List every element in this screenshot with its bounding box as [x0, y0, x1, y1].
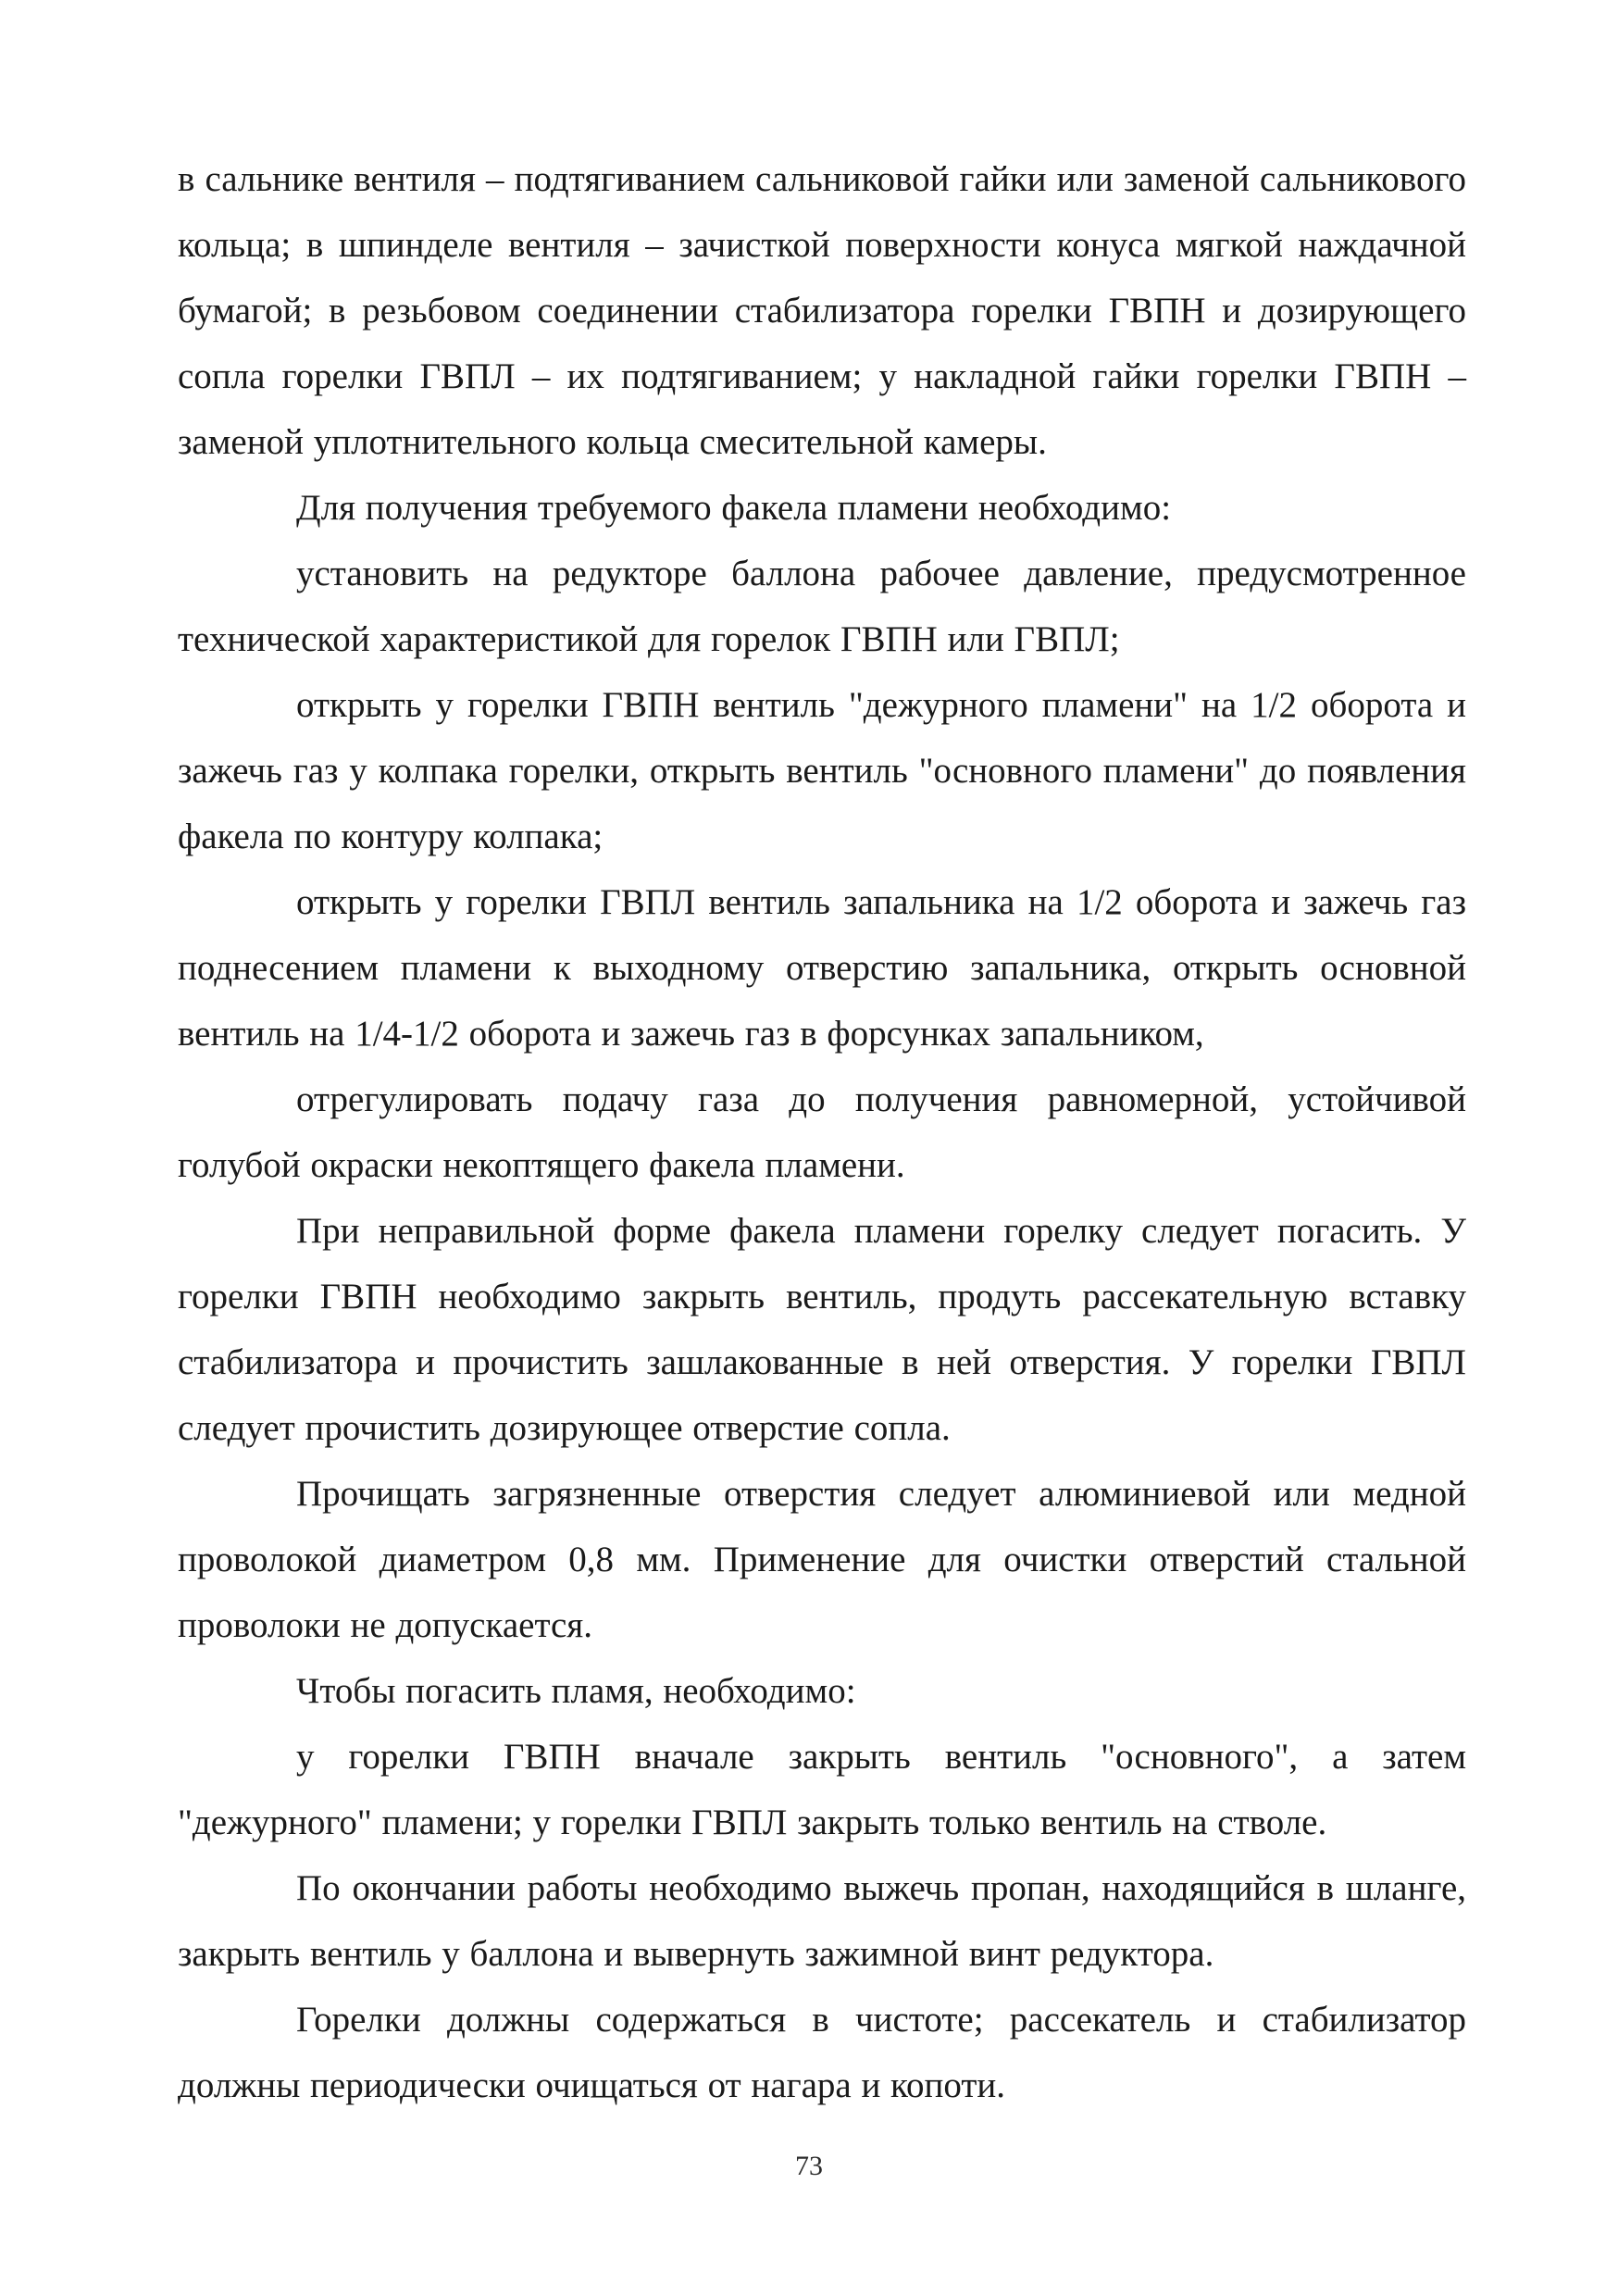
paragraph-gvpl-ignition: открыть у горелки ГВПЛ вентиль запальника на 1/2 оборота и зажечь газ поднесением пламени к выходному отверстию запальника, открыть основной вентиль на 1/4-1/2 оборота и зажечь газ в форсунках запальником, — [178, 882, 1466, 1054]
paragraph-extinguish-intro: Чтобы погасить пламя, необходимо: — [296, 1671, 856, 1711]
paragraph-end-of-work: По окончании работы необходимо выжечь пропан, находящийся в шланге, закрыть вентиль у баллона и вывернуть зажимной винт редуктора. — [178, 1868, 1466, 1974]
paragraph-wrong-flame: При неправильной форме факела пламени горелку следует погасить. У горелки ГВПН необходимо закрыть вентиль, продуть рассекательную вставку стабилизатора и прочистить зашлакованные в ней отверстия. У горелки ГВПЛ следует прочистить дозирующее отверстие сопла. — [178, 1211, 1466, 1448]
paragraph-gland-seal: в сальнике вентиля – подтягиванием сальниковой гайки или заменой сальникового кольца; в шпинделе вентиля – зачисткой поверхности конуса мягкой наждачной бумагой; в резьбовом соединении стабилизатора горелки ГВПН и дозирующего сопла горелки ГВПЛ – их подтягиванием; у накладной гайки горелки ГВПН – заменой уплотнительного кольца смесительной камеры. — [178, 159, 1466, 462]
paragraph-extinguish-steps: у горелки ГВПН вначале закрыть вентиль "основного", а затем "дежурного" пламени; у горелки ГВПЛ закрыть только вентиль на стволе. — [178, 1737, 1466, 1842]
page-number: 73 — [795, 2151, 823, 2181]
body-text — [178, 146, 1466, 2118]
paragraph-keep-clean: Горелки должны содержаться в чистоте; рассекатель и стабилизатор должны периодически очищаться от нагара и копоти. — [178, 2000, 1466, 2105]
paragraph-set-pressure: установить на редукторе баллона рабочее давление, предусмотренное технической характеристикой для горелок ГВПН или ГВПЛ; — [178, 554, 1466, 659]
paragraph-flame-intro: Для получения требуемого факела пламени необходимо: — [296, 488, 1172, 528]
paragraph-gvpn-ignition: открыть у горелки ГВПН вентиль "дежурного пламени" на 1/2 оборота и зажечь газ у колпака горелки, открыть вентиль "основного пламени" до появления факела по контуру колпака; — [178, 685, 1466, 856]
paragraph-adjust-gas: отрегулировать подачу газа до получения равномерной, устойчивой голубой окраски некоптящего факела пламени. — [178, 1079, 1466, 1185]
paragraph-cleaning-wire: Прочищать загрязненные отверстия следует алюминиевой или медной проволокой диаметром 0,8 мм. Применение для очистки отверстий стальной проволоки не допускается. — [178, 1474, 1466, 1645]
